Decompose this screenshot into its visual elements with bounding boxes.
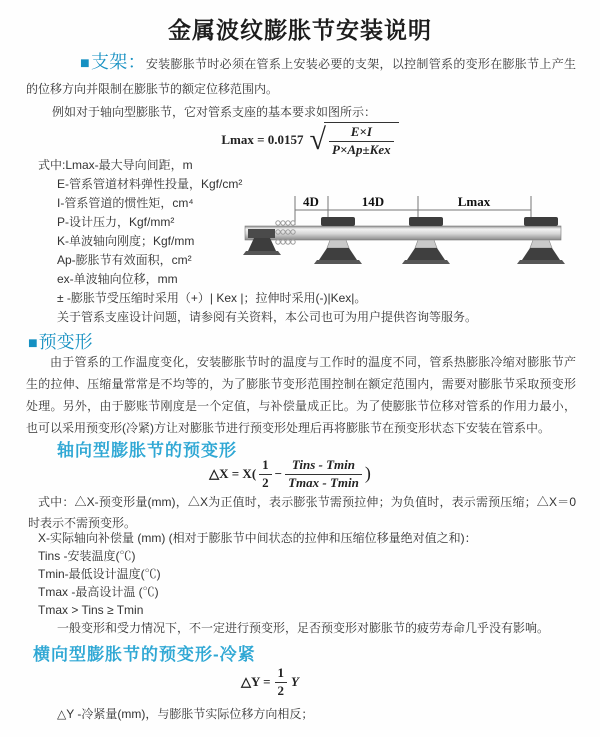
minus-sign: − — [274, 466, 283, 482]
axial-frac2-num: Tins - Tmin — [285, 458, 362, 475]
axial-items-list — [38, 529, 549, 637]
lateral-subheading: 横向型膨胀节的预变形-冷紧 — [33, 645, 256, 664]
lateral-frac-den: 2 — [277, 682, 285, 698]
axial-formula-rhs: ) — [364, 462, 371, 483]
radical-sign: √ — [309, 123, 327, 156]
guide-support — [402, 217, 450, 264]
lateral-formula — [0, 666, 540, 699]
lmax-formula-denominator: P×Ap±Kex — [332, 141, 391, 157]
variable-line: Ap-膨胀节有效面积，cm² — [57, 253, 192, 267]
variable-line: P-设计压力，Kgf/mm² — [57, 215, 175, 229]
dim-label-14d: 14D — [361, 194, 385, 209]
support-heading-label: 支架： — [90, 52, 146, 72]
dim-label-4d: 4D — [303, 194, 319, 209]
axial-item: 一般变形和受力情况下，不一定进行预变形，足否预变形对膨胀节的疲劳寿命几乎没有影响。 — [57, 621, 550, 635]
predeform-paragraph: 由于管系的工作温度变化，安装膨胀节时的温度与工作时的温度不同，管系热膨胀冷缩对膨胀节产生的拉伸、压缩量常常是不均等的，为了膨胀节变形范围控制在额定范围内，需要对膨胀节采取预变形处理。另外，由于膨账节刚度是一个定值，与补偿量成正比。为了使膨胀节位移对管系的作用力最小，也可以采用预变形(冷紧)方让对膨胀节进行预变形处理后再将膨胀节在预变形状态下安装在管系中。 — [26, 355, 576, 435]
dim-label-lmax: Lmax — [457, 194, 491, 209]
axial-formula — [0, 458, 580, 491]
support-example-line: 例如对于轴向型膨胀节，它对管系支座的基本要求如图所示： — [52, 105, 377, 119]
axial-item: X-实际轴向补偿量 (mm) (相对于膨胀节中间状态的拉伸和压缩位移量绝对值之和)： — [38, 531, 477, 545]
page-title: 金属波纹膨胀节安装说明 — [168, 17, 432, 43]
lateral-note: △Y -冷紧量(mm)，与膨胀节实际位移方向相反； — [57, 707, 314, 721]
lmax-formula-lhs: Lmax = 0.0157 — [221, 131, 304, 147]
plus-minus-note: ± -膨胀节受压缩时采用（+）| Kex |；拉伸时采用(-)|Kex|。 — [57, 291, 367, 305]
axial-frac1-den: 2 — [262, 474, 269, 490]
axial-item: Tmax -最高设计温 (℃) — [38, 585, 159, 599]
support-intro-text: 安装膨胀节时必须在管系上安装必要的支架，以控制管系的变形在膨胀节上产生的位移方向并限制在膨胀节的额定位移范围内。 — [26, 57, 576, 96]
guide-support — [517, 217, 565, 264]
axial-subheading: 轴向型膨胀节的预变形 — [57, 441, 237, 460]
axial-item: Tmin-最低设计温度(℃) — [38, 567, 161, 581]
variable-line: ex-单波轴向位移，mm — [57, 272, 178, 286]
blue-square-icon: ■ — [28, 335, 38, 352]
pipe-support-diagram — [243, 190, 595, 292]
predeform-heading-label: 预变形 — [38, 332, 93, 352]
lmax-formula — [10, 122, 600, 158]
variable-line: 式中:Lmax-最大导向间距，m — [38, 158, 193, 172]
service-note: 关于管系支座设计问题，请参阅有关资料，本公司也可为用户提供咨询等服务。 — [57, 310, 478, 324]
blue-square-icon: ■ — [80, 55, 90, 72]
lateral-formula-rhs: Y — [291, 674, 299, 690]
axial-frac2-den: Tmax - Tmin — [288, 474, 359, 490]
lateral-formula-lhs: △Y = — [240, 674, 271, 690]
lmax-formula-numerator: E×I — [329, 125, 394, 142]
pipe — [245, 226, 561, 240]
axial-item: Tins -安装温度(℃) — [38, 549, 136, 563]
lateral-frac-num: 1 — [275, 666, 288, 683]
variable-line: E-管系管道材料弹性投量，Kgf/cm² — [57, 177, 243, 191]
variable-line: I-管系管道的惯性矩，cm⁴ — [57, 196, 194, 210]
axial-explain-paragraph: 式中：△X-预变形量(mm)，△X为正值时，表示膨张节需预拉伸；为负值时，表示需预压缩；△X＝0时表示不需预变形。 — [28, 495, 576, 530]
axial-frac1-num: 1 — [259, 458, 272, 475]
sqrt-radical — [310, 122, 399, 158]
guide-support — [314, 217, 362, 264]
axial-formula-lhs-text: △X = X( — [209, 466, 257, 482]
support-section-heading — [80, 52, 146, 72]
axial-item: Tmax > Tins ≥ Tmin — [38, 603, 144, 617]
variable-line: K-单波轴向刚度；Kgf/mm — [57, 234, 195, 248]
axial-formula-lhs — [209, 466, 256, 482]
support-intro-paragraph — [26, 50, 576, 102]
